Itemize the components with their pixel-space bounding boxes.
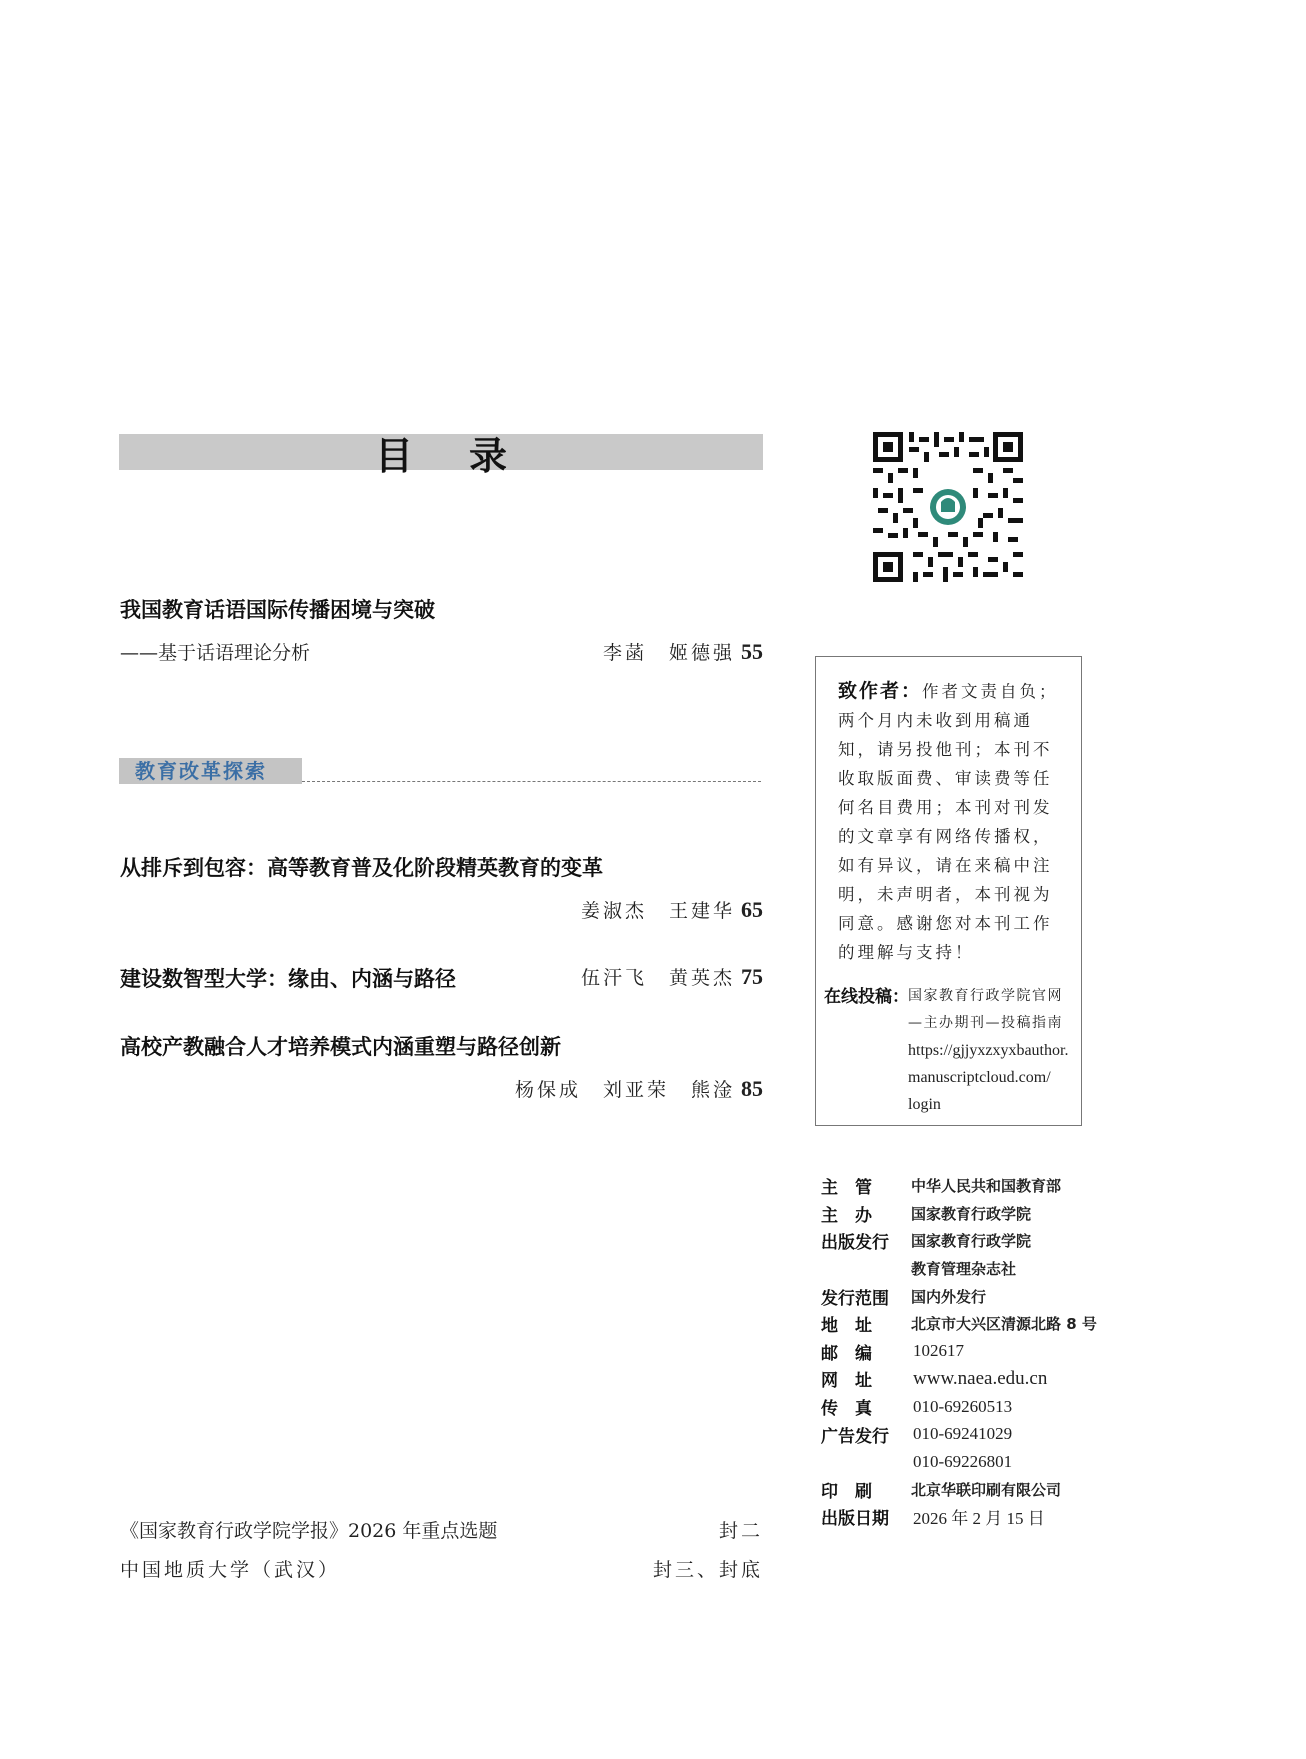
article-title[interactable]: 从排斥到包容：高等教育普及化阶段精英教育的变革 xyxy=(120,856,603,880)
info-row xyxy=(821,1255,1121,1283)
submission-url[interactable]: login xyxy=(908,1096,941,1113)
article-title[interactable]: 我国教育话语国际传播困境与突破 xyxy=(120,598,435,622)
author-name: 刘亚荣 xyxy=(602,1079,669,1101)
info-value: 010-69260513 xyxy=(913,1396,1013,1416)
author-name: 李菡 xyxy=(602,642,647,664)
article-byline xyxy=(581,638,763,665)
article-subtitle: ——基于话语理论分析 xyxy=(120,642,311,664)
author-name: 黄英杰 xyxy=(668,967,735,989)
info-row xyxy=(821,1310,1121,1338)
info-value: 教育管理杂志社 xyxy=(911,1260,1017,1279)
info-row xyxy=(821,1200,1121,1228)
info-row xyxy=(821,1227,1121,1255)
page-number: 65 xyxy=(741,897,763,922)
info-row xyxy=(821,1420,1121,1448)
section-divider xyxy=(302,781,761,782)
author-name: 伍汗飞 xyxy=(580,967,647,989)
article-title[interactable]: 建设数智型大学：缘由、内涵与路径 xyxy=(120,967,456,991)
article-byline xyxy=(493,1075,763,1102)
author-name: 杨保成 xyxy=(514,1079,581,1101)
author-name: 王建华 xyxy=(668,900,735,922)
page-number: 55 xyxy=(741,639,763,664)
notice-lead: 致作者： xyxy=(838,680,923,702)
info-value: 010-69241029 xyxy=(913,1424,1013,1444)
page-number: 85 xyxy=(741,1076,763,1101)
submission-url[interactable]: manuscriptcloud.com/ xyxy=(908,1069,1051,1086)
article-byline xyxy=(559,963,763,990)
info-row xyxy=(821,1172,1121,1200)
notice-text: 作者文责自负；两个月内未收到用稿通知，请另投他刊；本刊不收取版面费、审读费等任何名目费用；本刊对刊发的文章享有网络传播权，如有异议，请在来稿中注明，未声明者，本刊视为同意。感谢您对本刊工作的理解与支持！ xyxy=(838,682,1059,962)
info-key: 发行范围 xyxy=(821,1288,889,1309)
online-submission-path: 国家教育行政学院官网—主办期刊—投稿指南 xyxy=(908,988,1063,1031)
info-key: 主 办 xyxy=(821,1205,872,1226)
info-row xyxy=(821,1393,1121,1421)
info-value: 北京华联印刷有限公司 xyxy=(911,1480,1062,1499)
info-value: 2026 年 2 月 15 日 xyxy=(913,1509,1045,1529)
info-key: 主 管 xyxy=(821,1178,872,1199)
info-value: 102617 xyxy=(913,1341,964,1361)
toc-title-bar xyxy=(119,433,763,478)
author-notice xyxy=(838,677,1062,967)
info-row xyxy=(821,1503,1121,1531)
author-name: 姬德强 xyxy=(668,642,735,664)
info-value: 中华人民共和国教育部 xyxy=(911,1177,1062,1196)
author-notice-box xyxy=(815,656,1082,1126)
info-row xyxy=(821,1282,1121,1310)
info-value: 国内外发行 xyxy=(911,1287,987,1306)
cover-item-location: 封二 xyxy=(718,1520,763,1542)
cover-item-text: 《国家教育行政学院学报》2026 年重点选题 xyxy=(120,1520,498,1542)
info-key: 出版发行 xyxy=(821,1233,889,1254)
section-header: 教育改革探索 xyxy=(119,758,302,784)
online-submission-info xyxy=(908,983,1078,1118)
info-key: 印 刷 xyxy=(821,1481,872,1502)
info-row xyxy=(821,1476,1121,1504)
info-value: 北京市大兴区清源北路 8 号 xyxy=(911,1315,1097,1334)
page-number: 75 xyxy=(741,964,763,989)
author-name: 姜淑杰 xyxy=(580,900,647,922)
author-name: 熊淦 xyxy=(690,1079,735,1101)
info-value: 010-69226801 xyxy=(913,1451,1013,1471)
info-key: 邮 编 xyxy=(821,1343,872,1364)
info-key: 出版日期 xyxy=(821,1509,889,1530)
info-row xyxy=(821,1365,1121,1393)
submission-url[interactable]: https://gjjyxzxyxbauthor. xyxy=(908,1042,1069,1059)
info-key: 地 址 xyxy=(821,1316,872,1337)
cover-item-location: 封三、封底 xyxy=(652,1559,763,1581)
info-value: 国家教育行政学院 xyxy=(911,1204,1032,1223)
info-row xyxy=(821,1448,1121,1476)
article-title[interactable]: 高校产教融合人才培养模式内涵重塑与路径创新 xyxy=(120,1035,561,1059)
info-key: 网 址 xyxy=(821,1371,872,1392)
article-byline xyxy=(559,896,763,923)
online-submission-label: 在线投稿： xyxy=(824,987,909,1007)
info-row xyxy=(821,1338,1121,1366)
cover-item-text: 中国地质大学（武汉） xyxy=(120,1559,341,1581)
page-title: 目录 xyxy=(374,433,563,478)
info-key: 广告发行 xyxy=(821,1426,889,1447)
info-key: 传 真 xyxy=(821,1399,872,1420)
qr-code-icon[interactable] xyxy=(873,432,1023,582)
website-link[interactable]: www.naea.edu.cn xyxy=(913,1367,1048,1389)
info-value: 国家教育行政学院 xyxy=(911,1232,1032,1251)
publication-info xyxy=(821,1172,1121,1531)
